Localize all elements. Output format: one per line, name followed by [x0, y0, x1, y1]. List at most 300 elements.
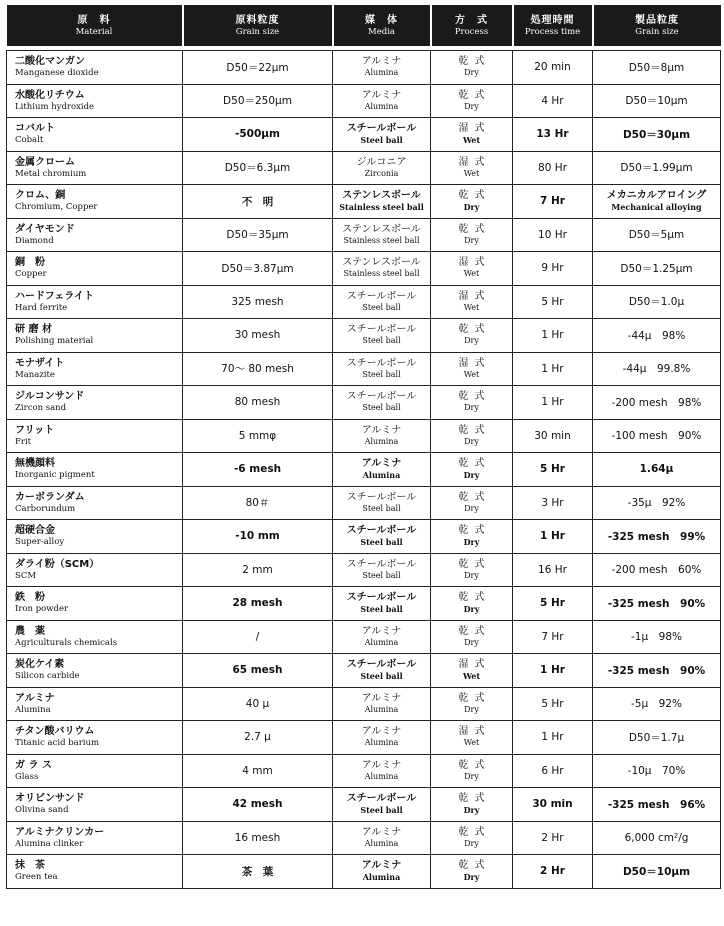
media-cell — [333, 721, 431, 755]
media-en: Alumina — [364, 771, 399, 781]
table-row — [7, 419, 721, 453]
media-cell — [333, 486, 431, 520]
media-en: Alumina — [364, 436, 399, 446]
media-cell — [333, 553, 431, 587]
media-cell — [333, 654, 431, 688]
product-grain-size-cell: D50＝1.99μm — [593, 151, 721, 185]
media-jp: スチールボール — [346, 525, 417, 537]
material-name-en: Agriculturals chemicals — [15, 637, 118, 648]
media-jp: スチールボール — [346, 324, 417, 336]
material-cell — [7, 788, 183, 822]
process-en: Dry — [463, 872, 480, 883]
media-jp: アルミナ — [361, 56, 402, 68]
table-row — [7, 386, 721, 420]
material-name-jp: チタン酸バリウム — [15, 726, 95, 738]
process-cell — [431, 486, 513, 520]
table-row — [7, 821, 721, 855]
process-en: Dry — [464, 503, 479, 513]
material-name-en: Hard ferrite — [15, 302, 68, 313]
material-name-en: Frit — [15, 436, 32, 447]
grain-size-cell: -500μm — [183, 118, 333, 152]
product-grain-size-cell: -100 mesh 90% — [593, 419, 721, 453]
material-name-jp: 金属クローム — [15, 156, 75, 168]
material-cell — [7, 721, 183, 755]
material-name-jp: ダライ粉（SCM） — [15, 558, 100, 570]
material-name-jp: 無機顔料 — [15, 458, 55, 470]
header-time-jp: 処理時間 — [530, 14, 575, 26]
table-row — [7, 486, 721, 520]
grain-size-cell: 2.7 μ — [183, 721, 333, 755]
process-time-cell: 80 Hr — [513, 151, 593, 185]
material-name-jp: 二酸化マンガン — [15, 56, 85, 68]
material-name-jp: 銅 粉 — [15, 257, 45, 269]
material-name-en: Alumina — [15, 704, 51, 715]
material-name-jp: 研 磨 材 — [15, 324, 52, 336]
media-en: Alumina — [364, 738, 399, 748]
process-jp: 乾式 — [458, 558, 491, 570]
grain-size-cell: 80＃ — [183, 486, 333, 520]
media-en: Steel ball — [362, 403, 401, 413]
product-grain-size-cell: D50＝5μm — [593, 218, 721, 252]
media-jp: アルミナ — [361, 860, 402, 872]
header-process — [431, 5, 513, 46]
header-media — [333, 5, 431, 46]
process-jp: 乾式 — [458, 860, 491, 872]
material-cell — [7, 285, 183, 319]
media-jp: スチールボール — [346, 123, 417, 135]
grain-size-cell: 80 mesh — [183, 386, 333, 420]
material-cell — [7, 419, 183, 453]
product-grain-size-cell: D50＝10μm — [593, 855, 721, 889]
media-cell — [333, 587, 431, 621]
material-name-jp: ハードフェライト — [15, 290, 94, 302]
material-cell — [7, 520, 183, 554]
material-name-en: Titanic acid barium — [15, 738, 100, 749]
header-process-time — [513, 5, 593, 46]
result-en: Mechanical alloying — [611, 202, 702, 213]
header-grain-size — [183, 5, 333, 46]
media-en: Steel ball — [360, 604, 403, 615]
material-cell — [7, 185, 183, 219]
table-row — [7, 51, 721, 85]
header-material-jp: 原 料 — [77, 14, 111, 26]
process-cell — [431, 118, 513, 152]
process-time-cell: 5 Hr — [513, 285, 593, 319]
process-cell — [431, 687, 513, 721]
media-cell — [333, 754, 431, 788]
media-cell — [333, 620, 431, 654]
material-name-en: Iron powder — [15, 604, 69, 615]
media-jp: ステンレスボール — [342, 257, 421, 269]
material-name-jp: ジルコンサンド — [15, 391, 85, 403]
process-en: Dry — [464, 336, 479, 346]
table-row — [7, 620, 721, 654]
process-time-cell: 5 Hr — [513, 687, 593, 721]
media-cell — [333, 419, 431, 453]
process-jp: 湿式 — [458, 659, 491, 671]
media-en: Steel ball — [362, 503, 401, 513]
process-cell — [431, 620, 513, 654]
product-grain-size-cell: -325 mesh 90% — [593, 587, 721, 621]
product-grain-size-cell: -5μ 92% — [593, 687, 721, 721]
process-jp: 乾式 — [458, 592, 491, 604]
material-name-en: Super-alloy — [15, 537, 65, 548]
material-name-en: Glass — [15, 771, 39, 782]
process-en: Dry — [464, 101, 479, 111]
media-cell — [333, 51, 431, 85]
results-table — [6, 5, 721, 889]
process-en: Dry — [464, 637, 479, 647]
material-cell — [7, 486, 183, 520]
media-cell — [333, 855, 431, 889]
table-row — [7, 151, 721, 185]
media-cell — [333, 386, 431, 420]
media-en: Steel ball — [362, 302, 401, 312]
media-jp: スチールボール — [346, 290, 417, 302]
header-time-en: Process time — [524, 26, 581, 37]
process-jp: 湿式 — [458, 123, 491, 135]
grain-size-cell: 40 μ — [183, 687, 333, 721]
material-name-en: Cobalt — [15, 135, 44, 146]
process-jp: 乾式 — [458, 190, 491, 202]
process-en: Dry — [464, 838, 479, 848]
grain-size-cell: 不 明 — [183, 185, 333, 219]
process-cell — [431, 587, 513, 621]
header-material-en: Material — [75, 26, 113, 37]
material-name-en: Diamond — [15, 235, 54, 246]
media-jp: アルミナ — [361, 692, 402, 704]
process-cell — [431, 218, 513, 252]
process-cell — [431, 352, 513, 386]
process-jp: 乾式 — [458, 525, 491, 537]
material-cell — [7, 587, 183, 621]
product-grain-size-cell: D50＝8μm — [593, 51, 721, 85]
process-time-cell: 7 Hr — [513, 185, 593, 219]
grain-size-cell: 30 mesh — [183, 319, 333, 353]
process-time-cell: 10 Hr — [513, 218, 593, 252]
material-name-jp: 炭化ケイ素 — [15, 659, 65, 671]
grain-size-cell: 茶 葉 — [183, 855, 333, 889]
media-jp: ステンレスボール — [342, 190, 421, 202]
media-en: Alumina — [362, 470, 401, 481]
process-en: Wet — [463, 168, 480, 178]
product-grain-size-cell: -200 mesh 98% — [593, 386, 721, 420]
process-cell — [431, 553, 513, 587]
grain-size-cell: 42 mesh — [183, 788, 333, 822]
material-name-en: Copper — [15, 269, 47, 280]
material-name-en: Manganese dioxide — [15, 68, 99, 79]
grain-size-cell: 16 mesh — [183, 821, 333, 855]
material-name-en: Lithium hydroxide — [15, 101, 95, 112]
media-en: Zirconia — [364, 168, 399, 178]
media-jp: アルミナ — [361, 89, 402, 101]
grain-size-cell: 4 mm — [183, 754, 333, 788]
process-time-cell: 20 min — [513, 51, 593, 85]
process-jp: 湿式 — [458, 290, 491, 302]
grain-size-cell: D50＝3.87μm — [183, 252, 333, 286]
material-name-en: Silicon carbide — [15, 671, 80, 682]
material-name-en: Polishing material — [15, 336, 94, 347]
media-en: Alumina — [364, 637, 399, 647]
media-jp: スチールボール — [346, 558, 417, 570]
process-time-cell: 30 min — [513, 419, 593, 453]
grain-size-cell: 28 mesh — [183, 587, 333, 621]
process-en: Dry — [463, 604, 480, 615]
process-time-cell: 5 Hr — [513, 453, 593, 487]
header-process-jp: 方 式 — [455, 14, 488, 26]
media-jp: アルミナ — [361, 424, 402, 436]
material-cell — [7, 687, 183, 721]
media-jp: アルミナ — [361, 458, 402, 470]
process-jp: 乾式 — [458, 491, 491, 503]
process-en: Wet — [462, 135, 481, 146]
material-cell — [7, 553, 183, 587]
material-name-jp: 水酸化リチウム — [15, 89, 85, 101]
process-time-cell: 1 Hr — [513, 319, 593, 353]
product-grain-size-cell: D50＝30μm — [593, 118, 721, 152]
table-row — [7, 754, 721, 788]
grain-size-cell: 5 mmφ — [183, 419, 333, 453]
material-name-jp: カーボランダム — [15, 491, 85, 503]
process-cell — [431, 754, 513, 788]
media-en: Steel ball — [362, 369, 401, 379]
material-name-jp: フリット — [15, 424, 55, 436]
media-en: Stainless steel ball — [339, 202, 424, 213]
process-en: Dry — [464, 235, 479, 245]
material-cell — [7, 84, 183, 118]
process-time-cell: 1 Hr — [513, 386, 593, 420]
process-jp: 乾式 — [458, 793, 491, 805]
media-cell — [333, 352, 431, 386]
table-row — [7, 185, 721, 219]
process-en: Wet — [463, 269, 480, 279]
product-grain-size-cell: -35μ 92% — [593, 486, 721, 520]
media-cell — [333, 218, 431, 252]
media-cell — [333, 285, 431, 319]
process-en: Wet — [463, 302, 480, 312]
product-grain-size-cell — [593, 185, 721, 219]
table-row — [7, 118, 721, 152]
process-en: Dry — [463, 202, 480, 213]
media-cell — [333, 319, 431, 353]
grain-size-cell: D50＝6.3μm — [183, 151, 333, 185]
process-jp: 乾式 — [458, 223, 491, 235]
process-time-cell: 16 Hr — [513, 553, 593, 587]
media-jp: アルミナ — [361, 826, 402, 838]
process-cell — [431, 453, 513, 487]
media-en: Steel ball — [362, 570, 401, 580]
process-en: Dry — [464, 771, 479, 781]
header-product-en: Grain size — [635, 26, 679, 37]
material-cell — [7, 654, 183, 688]
process-en: Dry — [464, 436, 479, 446]
material-name-en: Carborundum — [15, 503, 76, 514]
product-grain-size-cell: D50＝1.7μ — [593, 721, 721, 755]
grinding-results-table — [6, 5, 720, 889]
material-name-jp: 超硬合金 — [15, 525, 55, 537]
process-cell — [431, 319, 513, 353]
grain-size-cell: 2 mm — [183, 553, 333, 587]
media-cell — [333, 185, 431, 219]
process-en: Dry — [463, 805, 480, 816]
table-row — [7, 654, 721, 688]
process-time-cell: 9 Hr — [513, 252, 593, 286]
product-grain-size-cell: -1μ 98% — [593, 620, 721, 654]
header-process-en: Process — [454, 26, 489, 37]
material-cell — [7, 821, 183, 855]
header-product-grain-size — [593, 5, 721, 46]
table-row — [7, 553, 721, 587]
material-name-en: SCM — [15, 570, 37, 581]
media-cell — [333, 821, 431, 855]
process-jp: 湿式 — [458, 156, 491, 168]
grain-size-cell: -10 mm — [183, 520, 333, 554]
process-jp: 乾式 — [458, 458, 491, 470]
process-cell — [431, 520, 513, 554]
material-name-jp: オリビンサンド — [15, 793, 85, 805]
product-grain-size-cell: -325 mesh 99% — [593, 520, 721, 554]
media-en: Steel ball — [360, 135, 403, 146]
process-jp: 湿式 — [458, 257, 491, 269]
media-en: Stainless steel ball — [343, 269, 420, 279]
process-jp: 乾式 — [458, 759, 491, 771]
grain-size-cell: / — [183, 620, 333, 654]
process-time-cell: 6 Hr — [513, 754, 593, 788]
media-cell — [333, 687, 431, 721]
process-en: Dry — [464, 68, 479, 78]
material-name-en: Chromium, Copper — [15, 202, 98, 213]
material-name-jp: クロム、銅 — [15, 190, 66, 202]
process-jp: 乾式 — [458, 692, 491, 704]
table-row — [7, 587, 721, 621]
material-name-jp: 鉄 粉 — [15, 592, 45, 604]
media-cell — [333, 252, 431, 286]
product-grain-size-cell: D50＝1.0μ — [593, 285, 721, 319]
material-name-en: Olivina sand — [15, 805, 69, 816]
product-grain-size-cell: 6,000 cm²/g — [593, 821, 721, 855]
process-cell — [431, 855, 513, 889]
process-en: Dry — [464, 704, 479, 714]
product-grain-size-cell: -200 mesh 60% — [593, 553, 721, 587]
process-time-cell: 30 min — [513, 788, 593, 822]
header-media-jp: 媒 体 — [365, 14, 398, 26]
material-cell — [7, 453, 183, 487]
material-cell — [7, 386, 183, 420]
process-cell — [431, 821, 513, 855]
product-grain-size-cell: -44μ 98% — [593, 319, 721, 353]
result-jp: メカニカルアロイング — [606, 190, 707, 202]
product-grain-size-cell: -10μ 70% — [593, 754, 721, 788]
table-row — [7, 453, 721, 487]
media-cell — [333, 453, 431, 487]
media-cell — [333, 151, 431, 185]
process-jp: 湿式 — [458, 357, 491, 369]
process-en: Wet — [463, 738, 480, 748]
media-en: Stainless steel ball — [343, 235, 420, 245]
media-en: Alumina — [364, 68, 399, 78]
media-jp: アルミナ — [361, 759, 402, 771]
process-cell — [431, 386, 513, 420]
process-time-cell: 1 Hr — [513, 520, 593, 554]
media-jp: ジルコニア — [356, 156, 407, 168]
process-time-cell: 3 Hr — [513, 486, 593, 520]
table-row — [7, 788, 721, 822]
media-jp: スチールボール — [346, 592, 417, 604]
process-time-cell: 5 Hr — [513, 587, 593, 621]
media-jp: アルミナ — [361, 726, 402, 738]
media-cell — [333, 520, 431, 554]
material-cell — [7, 352, 183, 386]
media-en: Alumina — [364, 101, 399, 111]
media-cell — [333, 84, 431, 118]
process-jp: 乾式 — [458, 625, 491, 637]
grain-size-cell: 70～ 80 mesh — [183, 352, 333, 386]
material-cell — [7, 218, 183, 252]
process-time-cell: 7 Hr — [513, 620, 593, 654]
process-time-cell: 13 Hr — [513, 118, 593, 152]
process-en: Dry — [464, 570, 479, 580]
grain-size-cell: -6 mesh — [183, 453, 333, 487]
media-jp: スチールボール — [346, 391, 417, 403]
process-jp: 乾式 — [458, 324, 491, 336]
grain-size-cell: D50＝250μm — [183, 84, 333, 118]
product-grain-size-cell: -325 mesh 96% — [593, 788, 721, 822]
process-cell — [431, 654, 513, 688]
process-time-cell: 1 Hr — [513, 721, 593, 755]
process-time-cell: 2 Hr — [513, 855, 593, 889]
header-media-en: Media — [368, 26, 395, 37]
process-time-cell: 4 Hr — [513, 84, 593, 118]
media-cell — [333, 788, 431, 822]
table-row — [7, 687, 721, 721]
material-name-en: Green tea — [15, 872, 58, 883]
table-body — [7, 46, 721, 888]
material-cell — [7, 319, 183, 353]
process-en: Wet — [463, 369, 480, 379]
process-cell — [431, 84, 513, 118]
table-row — [7, 721, 721, 755]
process-jp: 乾式 — [458, 391, 491, 403]
header-material — [7, 5, 183, 46]
header-product-jp: 製品粒度 — [635, 14, 679, 26]
table-header — [7, 5, 721, 46]
material-name-en: Manazite — [15, 369, 55, 380]
process-en: Wet — [462, 671, 481, 682]
material-name-jp: コバルト — [15, 123, 55, 135]
material-cell — [7, 855, 183, 889]
material-name-jp: アルミナクリンカー — [15, 826, 105, 838]
table-row — [7, 252, 721, 286]
media-jp: スチールボール — [346, 491, 417, 503]
media-jp: アルミナ — [361, 625, 402, 637]
material-name-jp: アルミナ — [15, 692, 55, 704]
material-name-jp: モナザイト — [15, 357, 65, 369]
material-cell — [7, 620, 183, 654]
process-time-cell: 1 Hr — [513, 654, 593, 688]
media-en: Alumina — [364, 704, 399, 714]
media-jp: スチールボール — [346, 659, 417, 671]
product-grain-size-cell: D50＝1.25μm — [593, 252, 721, 286]
material-name-jp: 農 薬 — [15, 625, 45, 637]
table-row — [7, 855, 721, 889]
material-name-en: Metal chromium — [15, 168, 87, 179]
process-jp: 乾式 — [458, 424, 491, 436]
table-row — [7, 218, 721, 252]
process-jp: 乾式 — [458, 826, 491, 838]
material-name-jp: ダイヤモンド — [15, 223, 75, 235]
process-cell — [431, 788, 513, 822]
product-grain-size-cell: -44μ 99.8% — [593, 352, 721, 386]
